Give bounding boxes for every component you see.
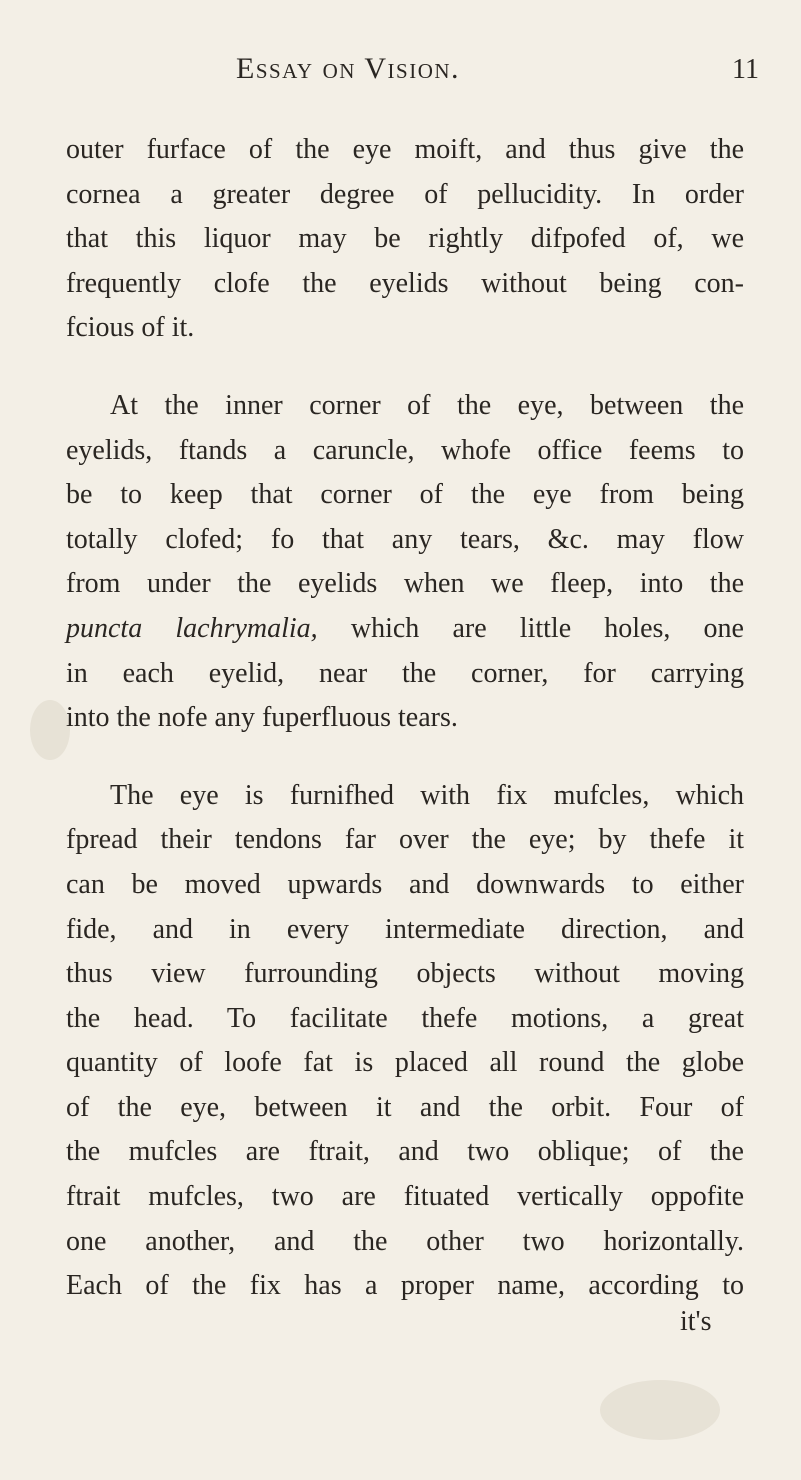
latin-term: puncta lachrymalia,	[66, 612, 318, 644]
text-line: fide, and in every intermediate direction, and	[66, 913, 744, 945]
text-line: cornea a greater degree of pellucidity. In order	[66, 178, 744, 210]
text-line: eyelids, ftands a caruncle, whofe office feems to	[66, 434, 744, 466]
text-line: ftrait mufcles, two are fituated vertically oppofite	[66, 1181, 744, 1213]
running-head	[0, 52, 801, 96]
text-line: the head. To facilitate thefe motions, a great	[66, 1002, 744, 1034]
text-line: in each eyelid, near the corner, for carrying	[66, 657, 744, 689]
text-line: can be moved upwards and downwards to either	[66, 868, 744, 900]
text-line: the mufcles are ftrait, and two oblique; of the	[66, 1136, 744, 1168]
text-line: quantity of loofe fat is placed all round the globe	[66, 1047, 744, 1079]
text-line: totally clofed; fo that any tears, &c. may flow	[66, 523, 744, 555]
paper-stain	[600, 1380, 720, 1440]
text-line: outer furface of the eye moift, and thus give the	[66, 134, 744, 165]
catchword: it's	[680, 1306, 712, 1337]
text-line: fpread their tendons far over the eye; by thefe it	[66, 824, 744, 856]
text-line: one another, and the other two horizontally.	[66, 1225, 744, 1257]
paragraph	[66, 384, 744, 741]
text-line: Each of the fix has a proper name, according to	[66, 1270, 744, 1302]
body-text	[66, 128, 744, 1342]
running-title: Essay on Vision.	[236, 52, 461, 85]
text-line: of the eye, between it and the orbit. Four of	[66, 1091, 744, 1123]
paper-stain	[30, 700, 70, 760]
text-fragment: which are little holes, one	[350, 612, 744, 644]
page-number: 11	[732, 54, 759, 85]
paragraph	[66, 128, 744, 351]
text-line: into the nofe any fuperfluous tears.	[66, 702, 458, 734]
text-line: frequently clofe the eyelids without being con-	[66, 267, 744, 299]
text-line: The eye is furnifhed with fix mufcles, which	[110, 779, 744, 811]
text-line: thus view furrounding objects without moving	[66, 958, 744, 990]
text-line: At the inner corner of the eye, between the	[110, 389, 744, 421]
text-line: be to keep that corner of the eye from being	[66, 479, 744, 511]
text-line: from under the eyelids when we fleep, into the	[66, 568, 744, 600]
text-line: that this liquor may be rightly difpofed of, we	[66, 223, 744, 255]
paragraph	[66, 774, 744, 1309]
text-line-mixed	[66, 607, 744, 652]
text-line: fcious of it.	[66, 312, 195, 344]
